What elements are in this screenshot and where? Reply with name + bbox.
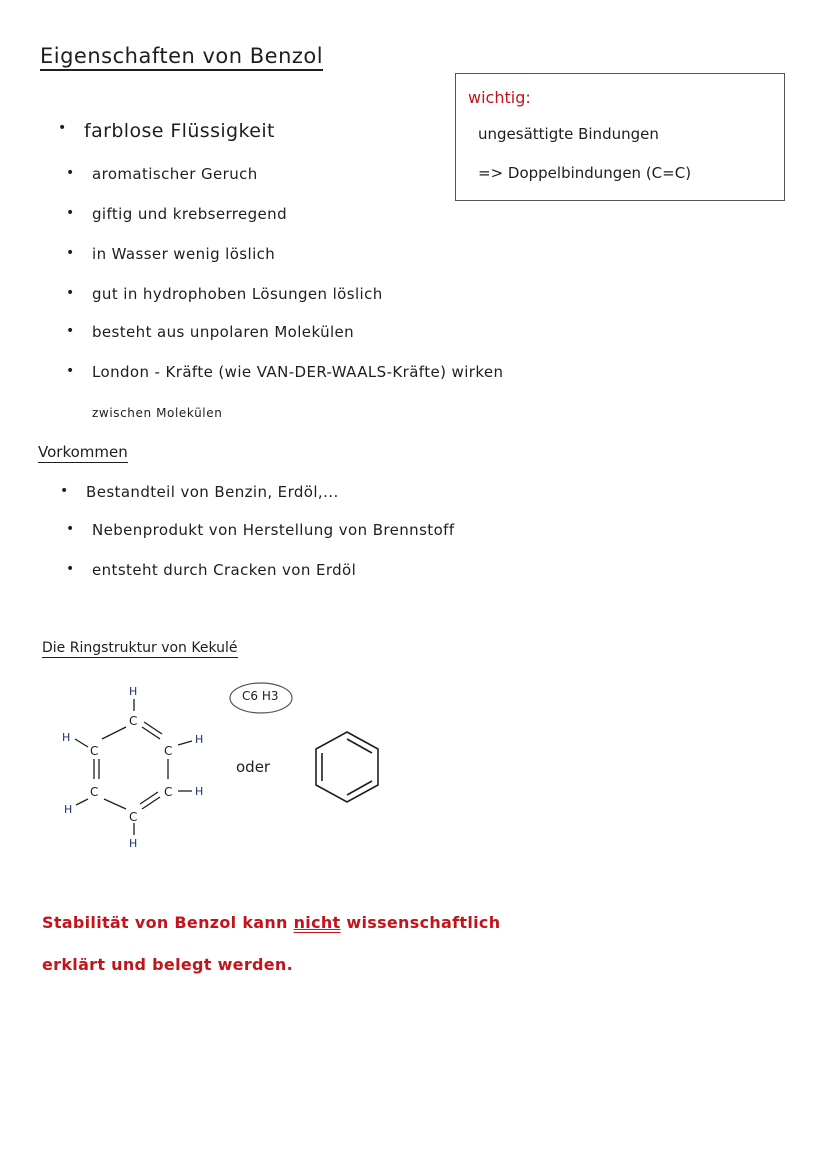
important-heading: wichtig: bbox=[468, 88, 531, 107]
carbon-atom: C bbox=[164, 744, 173, 758]
hydrogen-atom: H bbox=[195, 785, 204, 798]
property-item: • London - Kräfte (wie VAN-DER-WAALS-Kräfte) wirken bbox=[92, 363, 503, 381]
conclusion-line-2: erklärt und belegt werden. bbox=[42, 955, 293, 974]
hydrogen-atom: H bbox=[64, 803, 73, 816]
conclusion-emphasis: nicht bbox=[293, 913, 341, 932]
page-title: Eigenschaften von Benzol bbox=[40, 44, 323, 71]
property-item: • giftig und krebserregend bbox=[92, 205, 287, 223]
carbon-atom: C bbox=[90, 744, 99, 758]
kekule-structure bbox=[50, 675, 230, 855]
property-item: • farblose Flüssigkeit bbox=[84, 120, 275, 142]
conclusion-line-1 bbox=[42, 913, 500, 932]
occurrence-item: • entsteht durch Cracken von Erdöl bbox=[92, 561, 356, 579]
hydrogen-atom: H bbox=[195, 733, 204, 746]
conclusion-text-a: Stabilität von Benzol kann bbox=[42, 913, 294, 932]
occurrence-item: • Nebenprodukt von Herstellung von Brennstoff bbox=[92, 521, 455, 539]
oder-label: oder bbox=[236, 758, 271, 776]
important-line-2: => Doppelbindungen (C=C) bbox=[478, 164, 692, 182]
property-item: • gut in hydrophoben Lösungen löslich bbox=[92, 285, 383, 303]
hydrogen-atom: H bbox=[129, 685, 138, 698]
occurrence-item: • Bestandteil von Benzin, Erdöl,... bbox=[86, 483, 339, 501]
benzene-ring-icon bbox=[312, 728, 382, 808]
carbon-atom: C bbox=[90, 785, 99, 799]
hydrogen-atom: H bbox=[129, 837, 138, 850]
carbon-atom: C bbox=[129, 714, 138, 728]
important-line-1: ungesättigte Bindungen bbox=[478, 125, 659, 143]
carbon-atom: C bbox=[164, 785, 173, 799]
hydrogen-atom: H bbox=[62, 731, 71, 744]
property-item: • aromatischer Geruch bbox=[92, 165, 258, 183]
carbon-atom: C bbox=[129, 810, 138, 824]
property-item-continuation: zwischen Molekülen bbox=[92, 406, 223, 420]
formula-label: C6 H3 bbox=[242, 689, 279, 703]
conclusion-text-b: wissenschaftlich bbox=[340, 913, 501, 932]
property-item: • besteht aus unpolaren Molekülen bbox=[92, 323, 354, 341]
section-heading-vorkommen: Vorkommen bbox=[38, 443, 128, 461]
property-item: • in Wasser wenig löslich bbox=[92, 245, 275, 263]
section-heading-kekule: Die Ringstruktur von Kekulé bbox=[42, 640, 238, 656]
